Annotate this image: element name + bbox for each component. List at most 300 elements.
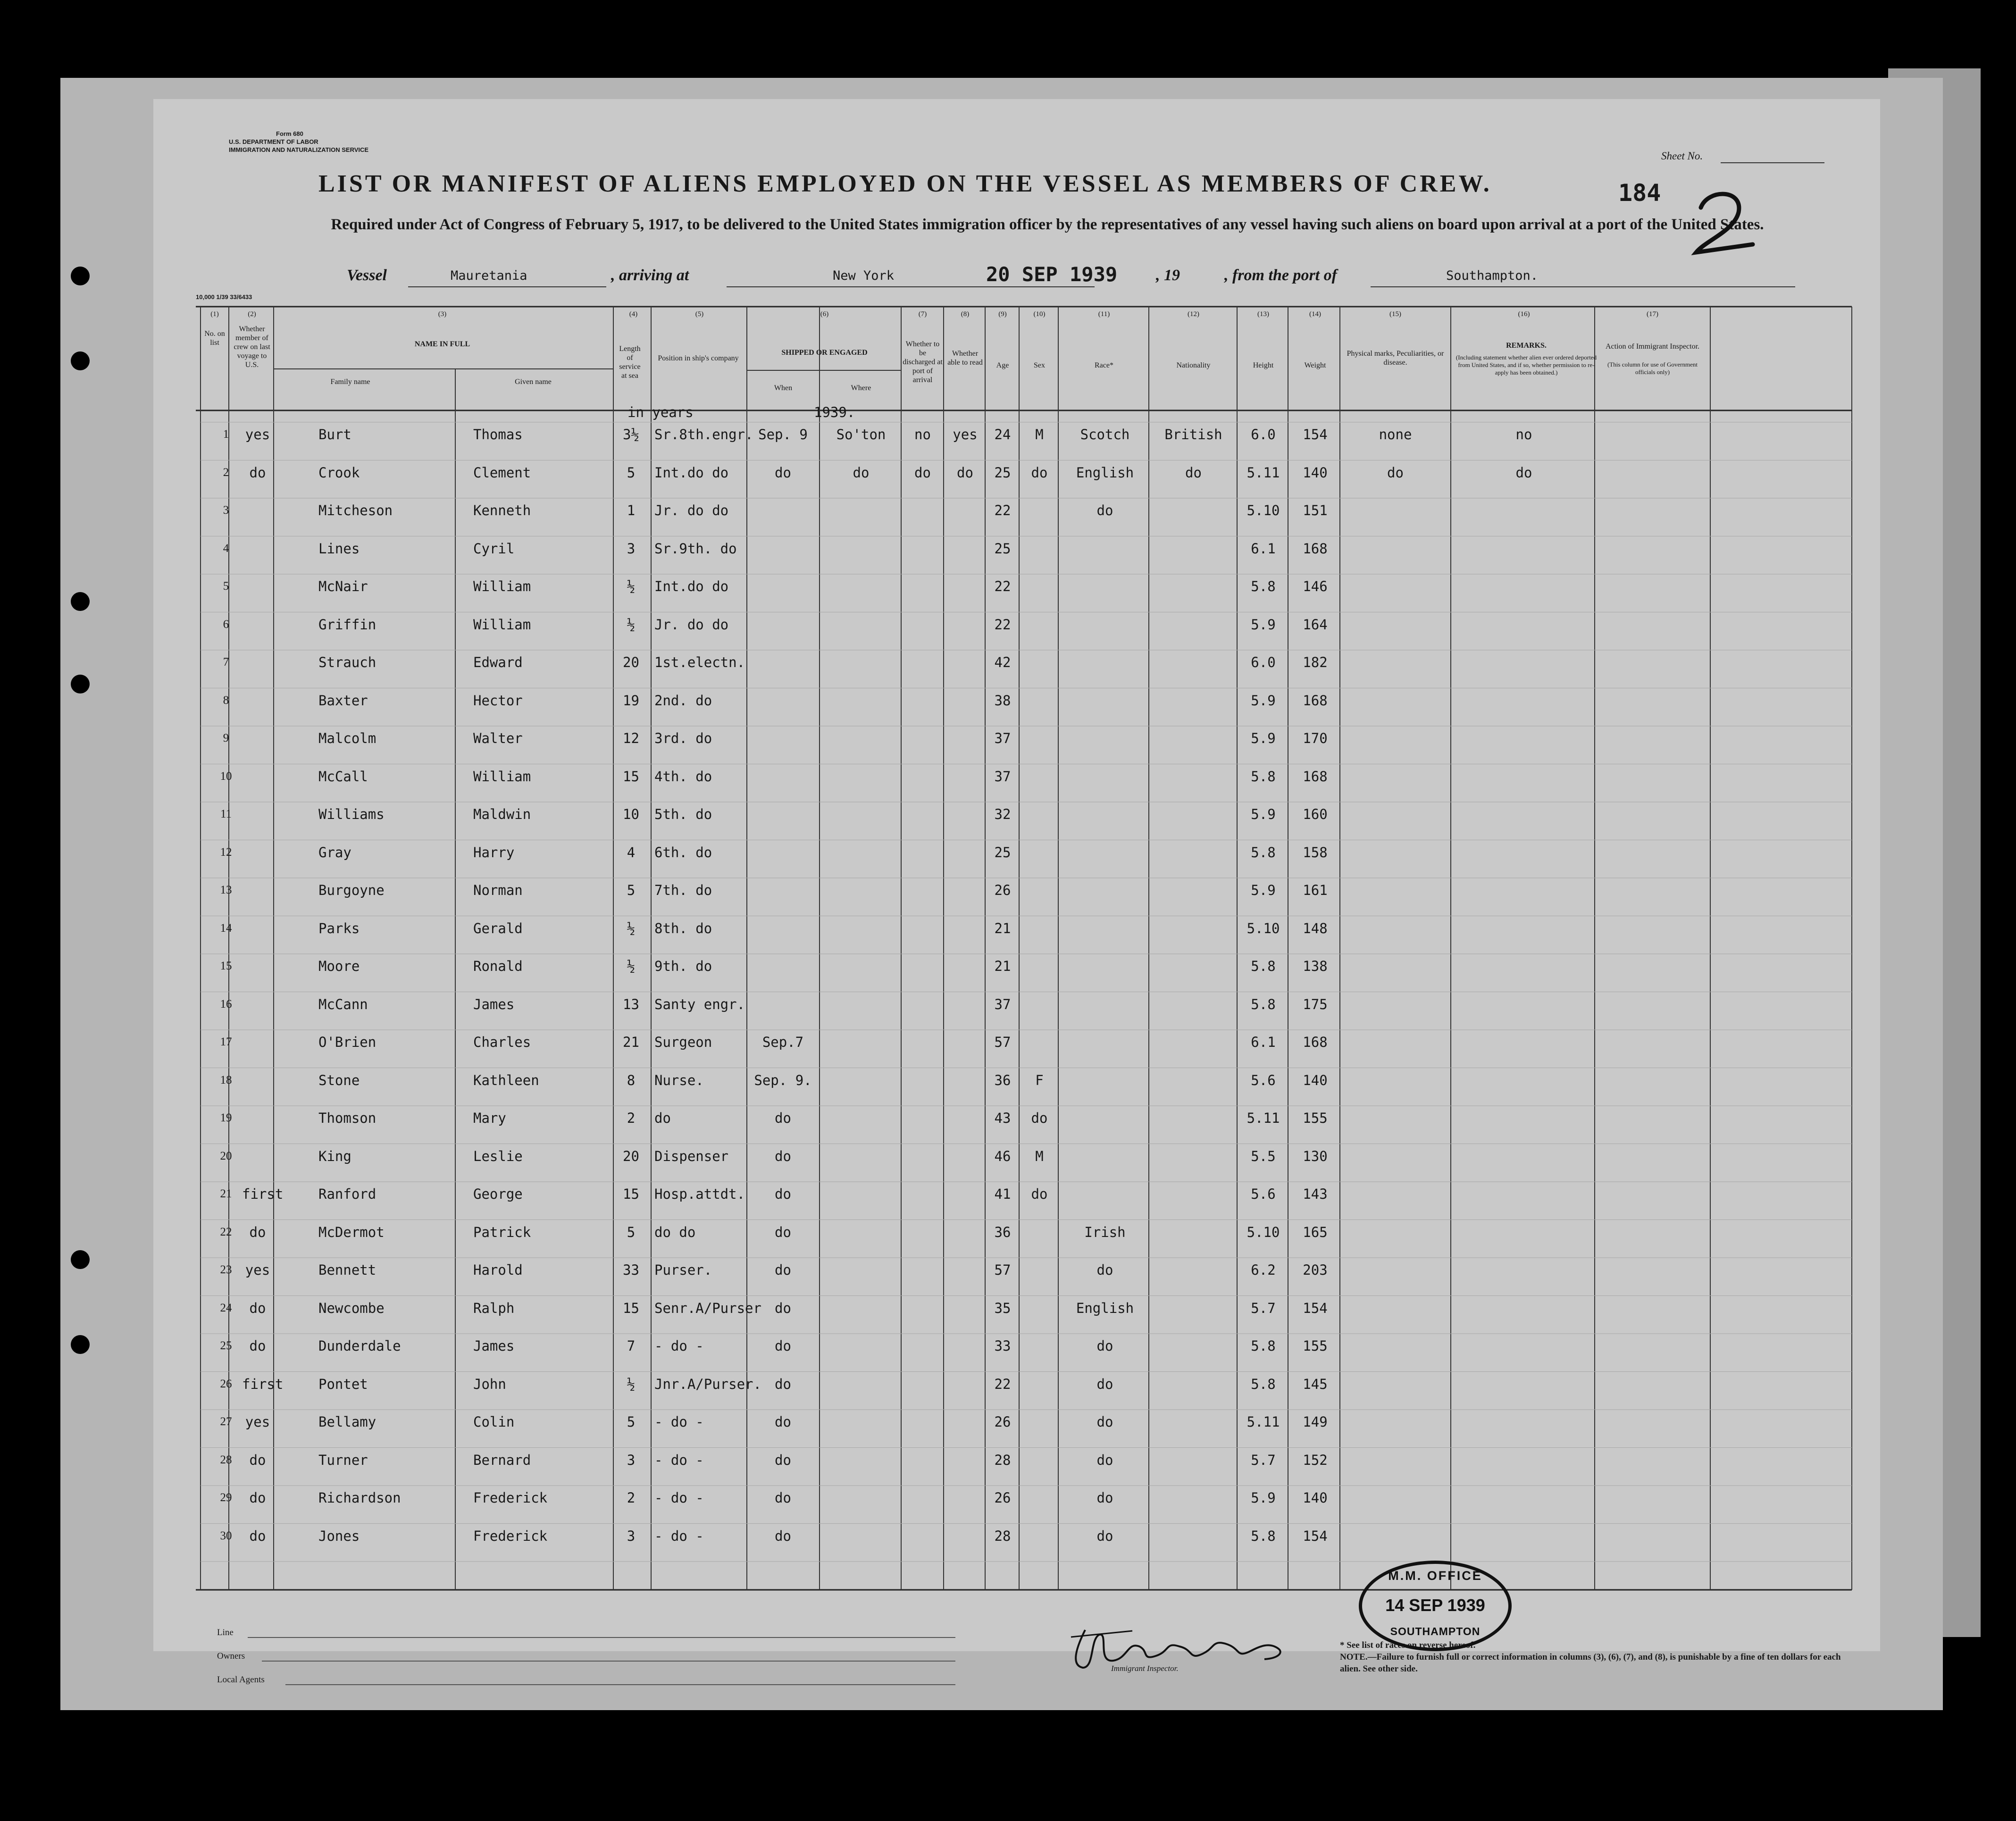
cell-family: Burgoyne bbox=[318, 882, 385, 898]
cell-when: do bbox=[775, 1338, 791, 1354]
cell-weight: 168 bbox=[1303, 1034, 1328, 1050]
header-height: Height bbox=[1253, 361, 1274, 369]
sheet-number-line bbox=[1721, 162, 1824, 163]
cell-when: do bbox=[775, 1148, 791, 1164]
cell-age: 46 bbox=[994, 1148, 1011, 1164]
cell-service: 5 bbox=[627, 1224, 636, 1240]
cell-service: 3½ bbox=[623, 426, 639, 443]
cell-no: 17 bbox=[220, 1036, 232, 1048]
cell-position: 6th. do bbox=[654, 844, 712, 860]
cell-age: 22 bbox=[994, 578, 1011, 594]
cell-no: 23 bbox=[220, 1263, 232, 1276]
header-given-name: Given name bbox=[515, 378, 552, 386]
cell-position: Jr. do do bbox=[654, 616, 729, 633]
cell-no: 12 bbox=[220, 845, 232, 859]
cell-height: 5.9 bbox=[1251, 730, 1276, 746]
cell-when: do bbox=[775, 1224, 791, 1240]
cell-no: 21 bbox=[220, 1187, 232, 1200]
cell-no: 4 bbox=[223, 542, 229, 555]
column-number: (13) bbox=[1257, 310, 1269, 318]
cell-race: English bbox=[1076, 464, 1134, 481]
cell-family: Strauch bbox=[318, 654, 376, 670]
local-agents-field bbox=[285, 1684, 955, 1685]
vessel-info-row bbox=[153, 263, 1880, 300]
header-where: Where bbox=[851, 384, 871, 392]
cell-when: do bbox=[775, 1186, 791, 1202]
cell-family: Bellamy bbox=[318, 1414, 376, 1430]
cell-service: ½ bbox=[627, 616, 636, 633]
column-number: (10) bbox=[1033, 310, 1046, 318]
cell-last: do bbox=[249, 1300, 266, 1316]
cell-age: 57 bbox=[994, 1262, 1011, 1278]
header-weight: Weight bbox=[1304, 361, 1326, 369]
binder-hole bbox=[71, 592, 90, 611]
cell-position: do bbox=[654, 1110, 671, 1126]
cell-height: 5.11 bbox=[1246, 1110, 1280, 1126]
cell-age: 42 bbox=[994, 654, 1011, 670]
cell-family: McNair bbox=[318, 578, 368, 594]
cell-remarks: no bbox=[1515, 426, 1532, 443]
inspector-caption: Immigrant Inspector. bbox=[1111, 1664, 1179, 1673]
cell-service: 5 bbox=[627, 1414, 636, 1430]
cell-no: 5 bbox=[223, 580, 229, 593]
cell-read: do bbox=[957, 464, 973, 481]
header-inspector-note: (This column for use of Government officials only) bbox=[1607, 361, 1698, 376]
cell-last: do bbox=[249, 1452, 266, 1468]
arrival-date-stamp: 20 SEP 1939 bbox=[986, 263, 1118, 286]
owners-label: Owners bbox=[217, 1651, 245, 1661]
cell-age: 22 bbox=[994, 1376, 1011, 1392]
column-number: (16) bbox=[1518, 310, 1530, 318]
cell-no: 29 bbox=[220, 1491, 232, 1504]
column-number: (9) bbox=[998, 310, 1007, 318]
cell-age: 21 bbox=[994, 920, 1011, 936]
cell-last: do bbox=[249, 1490, 266, 1506]
cell-service: 13 bbox=[623, 996, 639, 1012]
cell-weight: 154 bbox=[1303, 1300, 1328, 1316]
column-number: (8) bbox=[961, 310, 970, 318]
cell-race: do bbox=[1096, 1528, 1113, 1544]
cell-family: Dunderdale bbox=[318, 1338, 401, 1354]
header-name-in-full: NAME IN FULL bbox=[414, 340, 470, 348]
cell-no: 18 bbox=[220, 1073, 232, 1086]
cell-given: William bbox=[473, 616, 531, 633]
cell-age: 22 bbox=[994, 502, 1011, 518]
cell-age: 38 bbox=[994, 692, 1011, 709]
cell-age: 37 bbox=[994, 996, 1011, 1012]
cell-height: 6.1 bbox=[1251, 540, 1276, 557]
cell-age: 21 bbox=[994, 958, 1011, 974]
inspector-signature bbox=[1057, 1621, 1302, 1672]
cell-family: Gray bbox=[318, 844, 351, 860]
column-number: (14) bbox=[1309, 310, 1321, 318]
header-position: Position in ship's company bbox=[658, 354, 739, 362]
cell-given: Ronald bbox=[473, 958, 523, 974]
office-stamp bbox=[1359, 1561, 1512, 1651]
cell-service: 3 bbox=[627, 1528, 636, 1544]
column-number: (1) bbox=[210, 310, 219, 318]
cell-family: Mitcheson bbox=[318, 502, 393, 518]
cell-given: John bbox=[473, 1376, 506, 1392]
page-subtitle: Required under Act of Congress of February 5, 1917, to be delivered to the United States immigration officer by the representatives of any vessel having such aliens on board upon arrival at a port of the United States. bbox=[331, 216, 1764, 233]
cell-given: James bbox=[473, 996, 515, 1012]
cell-height: 5.9 bbox=[1251, 692, 1276, 709]
cell-no: 24 bbox=[220, 1301, 232, 1314]
cell-nationality: British bbox=[1164, 426, 1222, 443]
header-able-to-read: Whether able to read bbox=[947, 350, 983, 367]
cell-age: 26 bbox=[994, 882, 1011, 898]
cell-nationality: do bbox=[1185, 464, 1202, 481]
cell-service: 15 bbox=[623, 768, 639, 785]
cell-given: Charles bbox=[473, 1034, 531, 1050]
cell-no: 10 bbox=[220, 769, 232, 783]
cell-no: 6 bbox=[223, 618, 229, 631]
local-agents-label: Local Agents bbox=[217, 1675, 265, 1685]
cell-weight: 170 bbox=[1303, 730, 1328, 746]
cell-service: 7 bbox=[627, 1338, 636, 1354]
cell-height: 5.10 bbox=[1246, 920, 1280, 936]
binder-hole bbox=[71, 1250, 90, 1269]
cell-remarks: do bbox=[1515, 464, 1532, 481]
cell-position: 5th. do bbox=[654, 806, 712, 822]
cell-age: 28 bbox=[994, 1528, 1011, 1544]
cell-no: 1 bbox=[223, 428, 229, 441]
cell-service: 12 bbox=[623, 730, 639, 746]
cell-age: 37 bbox=[994, 768, 1011, 785]
cell-last: yes bbox=[245, 426, 270, 443]
cell-race: do bbox=[1096, 1376, 1113, 1392]
cell-age: 57 bbox=[994, 1034, 1011, 1050]
cell-family: Bennett bbox=[318, 1262, 376, 1278]
cell-position: Int.do do bbox=[654, 464, 729, 481]
cell-sex: do bbox=[1031, 464, 1048, 481]
cell-given: Norman bbox=[473, 882, 523, 898]
cell-last: yes bbox=[245, 1414, 270, 1430]
cell-when: do bbox=[775, 1376, 791, 1392]
manifest-page bbox=[153, 99, 1880, 1685]
cell-weight: 161 bbox=[1303, 882, 1328, 898]
form-identifier bbox=[229, 130, 368, 154]
cell-height: 5.6 bbox=[1251, 1186, 1276, 1202]
footnote-penalty: NOTE.—Failure to furnish full or correct information in columns (3), (6), (7), and (8), is punishable by a fine of ten dollars for each alien. See other side. bbox=[1340, 1652, 1841, 1674]
cell-no: 3 bbox=[223, 504, 229, 517]
cell-when: Sep. 9. bbox=[754, 1072, 812, 1088]
cell-given: Leslie bbox=[473, 1148, 523, 1164]
cell-age: 25 bbox=[994, 464, 1011, 481]
cell-position: - do - bbox=[654, 1414, 704, 1430]
from-port-label: , from the port of bbox=[1224, 267, 1337, 284]
cell-no: 15 bbox=[220, 960, 232, 972]
cell-position: Santy engr. bbox=[654, 996, 745, 1012]
cell-family: O'Brien bbox=[318, 1034, 376, 1050]
cell-age: 35 bbox=[994, 1300, 1011, 1316]
cell-position: Sr.9th. do bbox=[654, 540, 737, 557]
cell-family: McDermot bbox=[318, 1224, 385, 1240]
cell-sex: do bbox=[1031, 1186, 1048, 1202]
cell-given: Cyril bbox=[473, 540, 515, 557]
cell-service: 3 bbox=[627, 1452, 636, 1468]
header-last-voyage: Whether member of crew on last voyage to U.S. bbox=[234, 325, 270, 369]
cell-no: 19 bbox=[220, 1111, 232, 1124]
cell-weight: 130 bbox=[1303, 1148, 1328, 1164]
cell-position: Senr.A/Purser bbox=[654, 1300, 761, 1316]
cell-when: do bbox=[775, 1414, 791, 1430]
header-age: Age bbox=[996, 361, 1009, 369]
cell-no: 9 bbox=[223, 732, 229, 744]
cell-weight: 158 bbox=[1303, 844, 1328, 860]
cell-service: 15 bbox=[623, 1300, 639, 1316]
cell-position: - do - bbox=[654, 1490, 704, 1506]
cell-position: - do - bbox=[654, 1452, 704, 1468]
cell-given: Bernard bbox=[473, 1452, 531, 1468]
cell-weight: 175 bbox=[1303, 996, 1328, 1012]
cell-race: do bbox=[1096, 1414, 1113, 1430]
cell-age: 37 bbox=[994, 730, 1011, 746]
departure-port-line bbox=[1371, 286, 1795, 287]
header-remarks: REMARKS. bbox=[1506, 342, 1547, 350]
cell-given: Frederick bbox=[473, 1490, 548, 1506]
cell-service: 5 bbox=[627, 882, 636, 898]
cell-race: English bbox=[1076, 1300, 1134, 1316]
cell-last: do bbox=[249, 1528, 266, 1544]
cell-height: 5.8 bbox=[1251, 1338, 1276, 1354]
cell-no: 13 bbox=[220, 884, 232, 896]
cell-race: do bbox=[1096, 1262, 1113, 1278]
cell-given: Kenneth bbox=[473, 502, 531, 518]
cell-no: 2 bbox=[223, 466, 229, 479]
header-inspector-action: Action of Immigrant Inspector. bbox=[1605, 342, 1700, 351]
cell-weight: 140 bbox=[1303, 1072, 1328, 1088]
cell-family: Moore bbox=[318, 958, 360, 974]
cell-marks: do bbox=[1387, 464, 1404, 481]
cell-family: Pontet bbox=[318, 1376, 368, 1392]
cell-position: Purser. bbox=[654, 1262, 712, 1278]
cell-age: 32 bbox=[994, 806, 1011, 822]
cell-given: Mary bbox=[473, 1110, 506, 1126]
cell-position: 2nd. do bbox=[654, 692, 712, 709]
cell-height: 5.6 bbox=[1251, 1072, 1276, 1088]
cell-service: 33 bbox=[623, 1262, 639, 1278]
cell-given: George bbox=[473, 1186, 523, 1202]
cell-sex: M bbox=[1035, 426, 1044, 443]
cell-when: do bbox=[775, 1528, 791, 1544]
cell-position: 1st.electn. bbox=[654, 654, 745, 670]
cell-weight: 182 bbox=[1303, 654, 1328, 670]
cell-position: Dispenser bbox=[654, 1148, 729, 1164]
cell-weight: 168 bbox=[1303, 540, 1328, 557]
cell-marks: none bbox=[1379, 426, 1412, 443]
header-sex: Sex bbox=[1034, 361, 1045, 369]
cell-given: Maldwin bbox=[473, 806, 531, 822]
cell-no: 7 bbox=[223, 656, 229, 668]
cell-when: do bbox=[775, 464, 791, 481]
cell-family: King bbox=[318, 1148, 351, 1164]
cell-age: 25 bbox=[994, 844, 1011, 860]
cell-service: ½ bbox=[627, 1376, 636, 1392]
cell-no: 26 bbox=[220, 1377, 232, 1390]
cell-position: - do - bbox=[654, 1338, 704, 1354]
column-number: (11) bbox=[1098, 310, 1110, 318]
cell-service: 20 bbox=[623, 654, 639, 670]
cell-weight: 164 bbox=[1303, 616, 1328, 633]
cell-age: 43 bbox=[994, 1110, 1011, 1126]
cell-position: Int.do do bbox=[654, 578, 729, 594]
cell-family: Malcolm bbox=[318, 730, 376, 746]
cell-weight: 165 bbox=[1303, 1224, 1328, 1240]
column-number: (7) bbox=[918, 310, 927, 318]
cell-weight: 151 bbox=[1303, 502, 1328, 518]
cell-height: 6.0 bbox=[1251, 426, 1276, 443]
cell-family: Richardson bbox=[318, 1490, 401, 1506]
binder-hole bbox=[71, 351, 90, 370]
cell-weight: 149 bbox=[1303, 1414, 1328, 1430]
cell-position: 9th. do bbox=[654, 958, 712, 974]
cell-sex: do bbox=[1031, 1110, 1048, 1126]
column-number: (15) bbox=[1389, 310, 1401, 318]
cell-when: do bbox=[775, 1452, 791, 1468]
cell-height: 5.8 bbox=[1251, 578, 1276, 594]
cell-weight: 155 bbox=[1303, 1338, 1328, 1354]
cell-position: 7th. do bbox=[654, 882, 712, 898]
form-number: Form 680 bbox=[276, 130, 303, 137]
cell-last: do bbox=[249, 1224, 266, 1240]
binder-hole bbox=[71, 1335, 90, 1354]
cell-family: Ranford bbox=[318, 1186, 376, 1202]
cell-family: Crook bbox=[318, 464, 360, 481]
line-field bbox=[248, 1637, 955, 1638]
header-physical-marks: Physical marks, Peculiarities, or disease. bbox=[1347, 350, 1444, 367]
cell-service: 5 bbox=[627, 464, 636, 481]
binder-hole bbox=[71, 267, 90, 285]
cell-given: Colin bbox=[473, 1414, 515, 1430]
cell-service: 4 bbox=[627, 844, 636, 860]
cell-weight: 148 bbox=[1303, 920, 1328, 936]
cell-sex: M bbox=[1035, 1148, 1044, 1164]
cell-when: Sep. 9 bbox=[758, 426, 808, 443]
cell-height: 5.9 bbox=[1251, 806, 1276, 822]
vessel-label: Vessel bbox=[347, 267, 387, 284]
cell-race: do bbox=[1096, 502, 1113, 518]
cell-height: 6.0 bbox=[1251, 654, 1276, 670]
cell-given: Edward bbox=[473, 654, 523, 670]
cell-height: 5.10 bbox=[1246, 502, 1280, 518]
column-number: (3) bbox=[438, 310, 447, 318]
cell-family: Stone bbox=[318, 1072, 360, 1088]
cell-weight: 160 bbox=[1303, 806, 1328, 822]
cell-service: 8 bbox=[627, 1072, 636, 1088]
cell-given: William bbox=[473, 768, 531, 785]
page-title: LIST OR MANIFEST OF ALIENS EMPLOYED ON THE VESSEL AS MEMBERS OF CREW. bbox=[318, 170, 1492, 197]
cell-weight: 168 bbox=[1303, 768, 1328, 785]
arriving-label: , arriving at bbox=[611, 267, 689, 284]
cell-where: do bbox=[853, 464, 870, 481]
cell-when: Sep.7 bbox=[762, 1034, 804, 1050]
cell-weight: 168 bbox=[1303, 692, 1328, 709]
handwritten-sheet-number bbox=[1687, 189, 1762, 259]
cell-no: 14 bbox=[220, 921, 232, 935]
cell-service: 2 bbox=[627, 1490, 636, 1506]
cell-family: McCann bbox=[318, 996, 368, 1012]
cell-position: - do - bbox=[654, 1528, 704, 1544]
cell-position: do do bbox=[654, 1224, 696, 1240]
cell-age: 24 bbox=[994, 426, 1011, 443]
cell-given: Harold bbox=[473, 1262, 523, 1278]
stamp-office: M.M. OFFICE bbox=[1388, 1569, 1482, 1583]
cell-position: Jnr.A/Purser. bbox=[654, 1376, 761, 1392]
cell-given: James bbox=[473, 1338, 515, 1354]
departure-port: Southampton. bbox=[1446, 268, 1539, 283]
cell-weight: 155 bbox=[1303, 1110, 1328, 1126]
cell-given: Hector bbox=[473, 692, 523, 709]
cell-height: 5.7 bbox=[1251, 1300, 1276, 1316]
cell-weight: 140 bbox=[1303, 464, 1328, 481]
cell-age: 26 bbox=[994, 1490, 1011, 1506]
cell-position: Surgeon bbox=[654, 1034, 712, 1050]
cell-height: 5.8 bbox=[1251, 1528, 1276, 1544]
service-name: IMMIGRATION AND NATURALIZATION SERVICE bbox=[229, 146, 369, 153]
cell-height: 5.10 bbox=[1246, 1224, 1280, 1240]
cell-no: 11 bbox=[220, 808, 232, 820]
year-units: 1939. bbox=[814, 404, 855, 420]
cell-family: Baxter bbox=[318, 692, 368, 709]
header-shipped-engaged: SHIPPED OR ENGAGED bbox=[781, 349, 868, 357]
cell-height: 5.9 bbox=[1251, 616, 1276, 633]
cell-last: first bbox=[242, 1376, 284, 1392]
column-number: (2) bbox=[248, 310, 256, 318]
cell-service: 21 bbox=[623, 1034, 639, 1050]
cell-given: Gerald bbox=[473, 920, 523, 936]
cell-age: 36 bbox=[994, 1224, 1011, 1240]
cell-position: 3rd. do bbox=[654, 730, 712, 746]
header-when: When bbox=[774, 384, 793, 392]
cell-position: Nurse. bbox=[654, 1072, 704, 1088]
cell-family: Griffin bbox=[318, 616, 376, 633]
cell-age: 28 bbox=[994, 1452, 1011, 1468]
cell-age: 25 bbox=[994, 540, 1011, 557]
cell-discharged: no bbox=[914, 426, 931, 443]
column-number: (4) bbox=[629, 310, 638, 318]
cell-position: Hosp.attdt. bbox=[654, 1186, 745, 1202]
sheet-number-label: Sheet No. bbox=[1661, 150, 1703, 162]
cell-age: 41 bbox=[994, 1186, 1011, 1202]
cell-height: 5.11 bbox=[1246, 1414, 1280, 1430]
cell-family: Thomson bbox=[318, 1110, 376, 1126]
arrival-port: New York bbox=[833, 268, 895, 283]
cell-height: 5.7 bbox=[1251, 1452, 1276, 1468]
cell-height: 5.8 bbox=[1251, 844, 1276, 860]
cell-height: 6.2 bbox=[1251, 1262, 1276, 1278]
cell-last: do bbox=[249, 464, 266, 481]
cell-when: do bbox=[775, 1300, 791, 1316]
cell-where: So'ton bbox=[836, 426, 886, 443]
column-number: (5) bbox=[695, 310, 704, 318]
cell-weight: 146 bbox=[1303, 578, 1328, 594]
cell-no: 8 bbox=[223, 693, 229, 707]
cell-family: Lines bbox=[318, 540, 360, 557]
cell-weight: 152 bbox=[1303, 1452, 1328, 1468]
cell-height: 6.1 bbox=[1251, 1034, 1276, 1050]
cell-given: Clement bbox=[473, 464, 531, 481]
cell-position: 8th. do bbox=[654, 920, 712, 936]
header-list-number: No. on list bbox=[204, 330, 225, 347]
cell-race: Irish bbox=[1084, 1224, 1126, 1240]
cell-height: 5.5 bbox=[1251, 1148, 1276, 1164]
cell-family: McCall bbox=[318, 768, 368, 785]
crew-count: 184 bbox=[1618, 179, 1661, 207]
cell-weight: 154 bbox=[1303, 426, 1328, 443]
cell-race: do bbox=[1096, 1452, 1113, 1468]
header-remarks-note: (Including statement whether alien ever ordered deported from United States, and if so, whether permission to re-apply has been obtained.) bbox=[1456, 354, 1597, 376]
